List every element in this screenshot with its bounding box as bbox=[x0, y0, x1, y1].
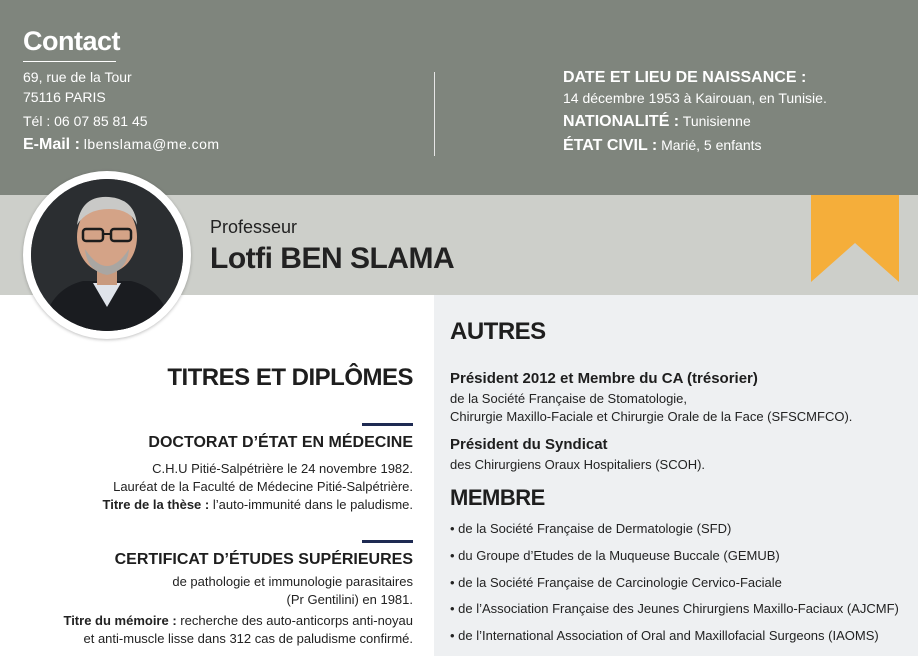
nationality-label: NATIONALITÉ : bbox=[563, 113, 680, 130]
certificat-rule bbox=[362, 540, 413, 543]
doctorat-rule bbox=[362, 423, 413, 426]
person-name: Lotfi BEN SLAMA bbox=[210, 242, 455, 275]
memoire-label: Titre du mémoire : bbox=[63, 613, 177, 628]
birth-row bbox=[563, 69, 806, 87]
civil-status-row bbox=[563, 137, 762, 155]
membre-item: • de l’Association Française des Jeunes Chirurgiens Maxillo-Faciaux (AJCMF) bbox=[450, 601, 899, 616]
autres-item-2-head: Président du Syndicat bbox=[450, 436, 608, 453]
email-label: E-Mail : bbox=[23, 136, 80, 153]
membre-item: • du Groupe d’Etudes de la Muqueuse Buccale (GEMUB) bbox=[450, 548, 780, 563]
autres-heading: AUTRES bbox=[450, 318, 546, 345]
membre-item: • de la Société Française de Carcinologie Cervico-Faciale bbox=[450, 575, 782, 590]
autres-item-1-line-2: Chirurgie Maxillo-Faciale et Chirurgie Orale de la Face (SFSCMFCO). bbox=[450, 409, 853, 424]
autres-item-1-line-1: de la Société Française de Stomatologie, bbox=[450, 391, 688, 406]
contact-title: Contact bbox=[23, 26, 120, 56]
doctorat-line-1: C.H.U Pitié-Salpétrière le 24 novembre 1982. bbox=[152, 461, 413, 476]
certificat-line-1: de pathologie et immunologie parasitaires bbox=[172, 574, 413, 589]
membre-heading: MEMBRE bbox=[450, 485, 545, 510]
certificat-line-4: et anti-muscle lisse dans 312 cas de paludisme confirmé. bbox=[83, 631, 413, 646]
membre-item: • de la Société Française de Dermatologie (SFD) bbox=[450, 521, 732, 536]
titres-heading: TITRES ET DIPLÔMES bbox=[167, 364, 413, 391]
doctorat-title: DOCTORAT D’ÉTAT EN MÉDECINE bbox=[148, 434, 413, 451]
bookmark-ribbon-icon bbox=[811, 195, 899, 282]
telephone: Tél : 06 07 85 81 45 bbox=[23, 113, 148, 129]
autres-item-1-head: Président 2012 et Membre du CA (trésorier) bbox=[450, 370, 758, 387]
membre-item: • de l’International Association of Oral and Maxillofacial Surgeons (IAOMS) bbox=[450, 628, 879, 643]
address-line-1: 69, rue de la Tour bbox=[23, 69, 132, 85]
doctorat-line-2: Lauréat de la Faculté de Médecine Pitié-Salpétrière. bbox=[113, 479, 413, 494]
email-value[interactable]: lbenslama@me.com bbox=[83, 136, 220, 152]
nationality-value: Tunisienne bbox=[682, 113, 751, 129]
doctorat-thesis bbox=[103, 497, 413, 512]
address-line-2: 75116 PARIS bbox=[23, 89, 106, 105]
profile-photo-frame bbox=[23, 171, 191, 339]
email-row bbox=[23, 136, 220, 154]
thesis-label: Titre de la thèse : bbox=[102, 497, 210, 512]
certificat-line-2: (Pr Gentilini) en 1981. bbox=[286, 592, 413, 607]
certificat-memoire bbox=[63, 613, 413, 628]
civil-status-value: Marié, 5 enfants bbox=[661, 137, 762, 153]
civil-status-label: ÉTAT CIVIL : bbox=[563, 137, 658, 154]
birth-label: DATE ET LIEU DE NAISSANCE : bbox=[563, 69, 807, 86]
certificat-title: CERTIFICAT D’ÉTUDES SUPÉRIEURES bbox=[114, 551, 413, 568]
profile-photo bbox=[31, 179, 183, 331]
contact-underline bbox=[23, 61, 116, 62]
birth-value: 14 décembre 1953 à Kairouan, en Tunisie. bbox=[563, 90, 827, 106]
header-divider bbox=[434, 72, 435, 156]
memoire-value: recherche des auto-anticorps anti-noyau bbox=[180, 613, 413, 628]
nationality-row bbox=[563, 113, 751, 131]
thesis-value: l’auto-immunité dans le paludisme. bbox=[212, 497, 413, 512]
contact-header bbox=[0, 0, 918, 195]
portrait-avatar bbox=[31, 179, 183, 331]
job-title: Professeur bbox=[210, 217, 298, 237]
autres-item-2-line-1: des Chirurgiens Oraux Hospitaliers (SCOH). bbox=[450, 457, 706, 472]
